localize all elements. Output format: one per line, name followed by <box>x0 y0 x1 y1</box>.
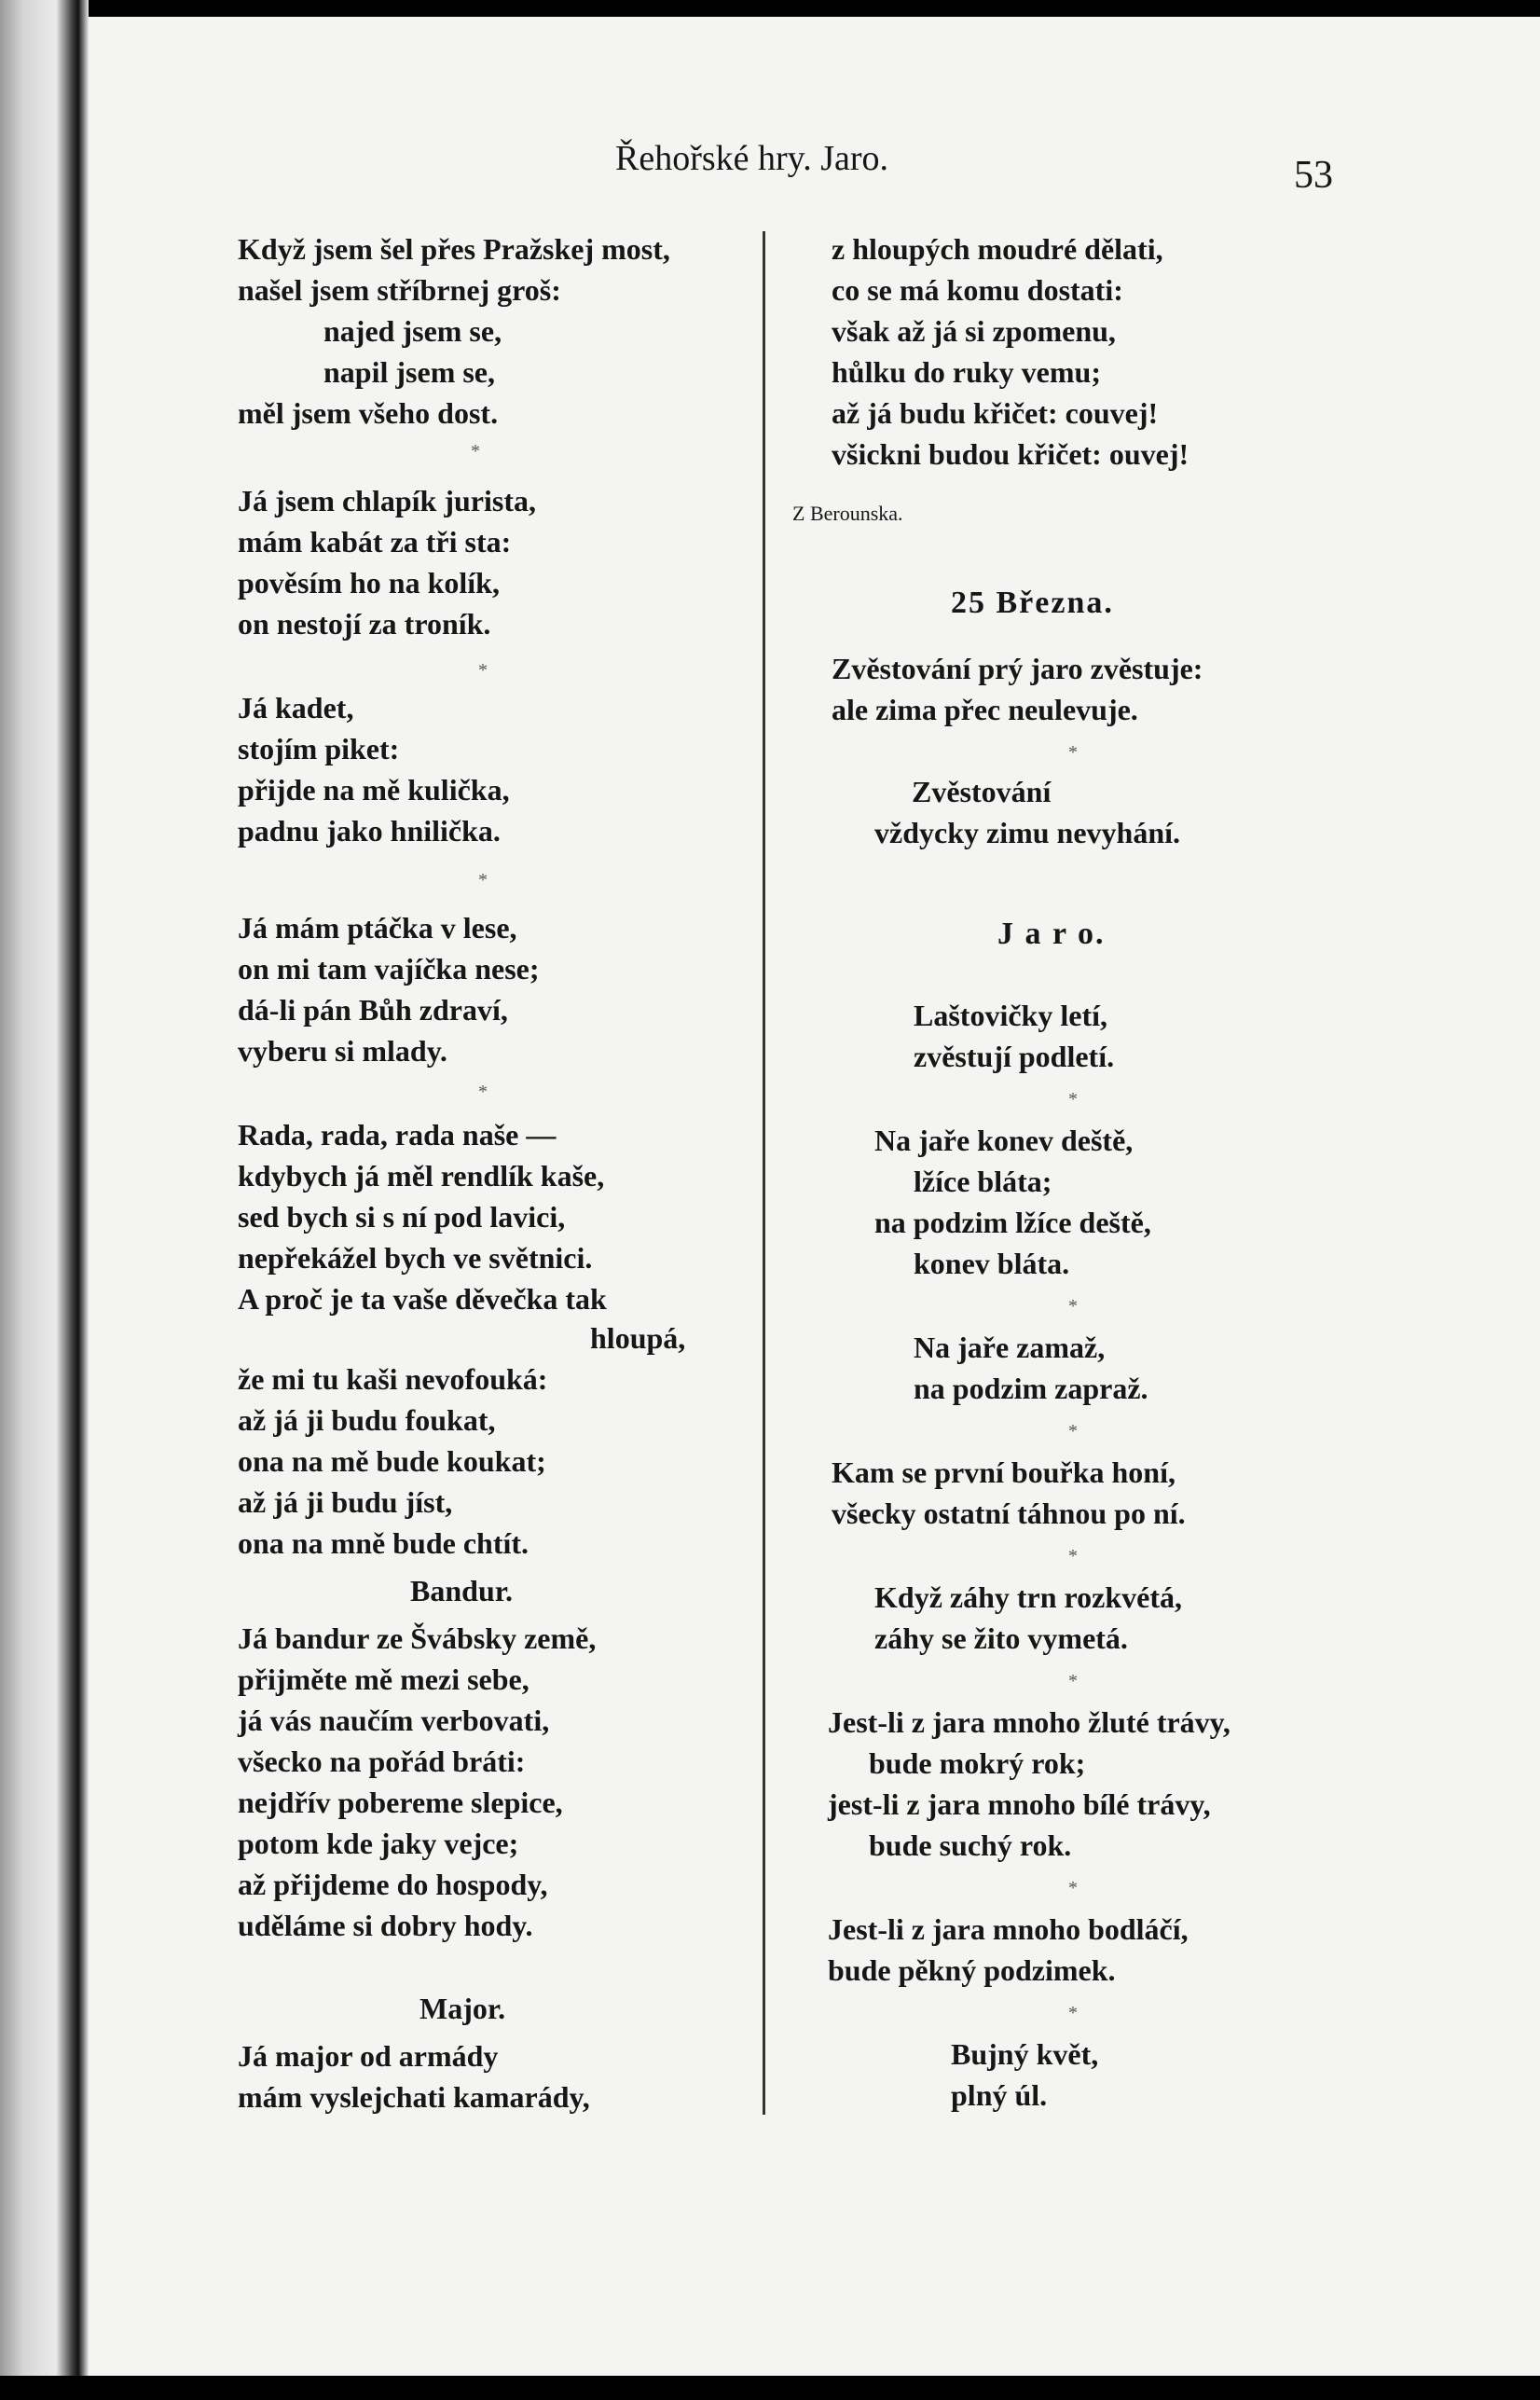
verse-line: co se má komu dostati: <box>832 273 1123 307</box>
ornament: * <box>1068 1089 1078 1110</box>
verse-line: měl jsem všeho dost. <box>238 396 499 430</box>
ornament: * <box>1068 742 1078 763</box>
ornament: * <box>1068 1296 1078 1317</box>
verse-line: přijde na mě kulička, <box>238 773 510 807</box>
ornament: * <box>478 660 488 681</box>
verse-line: lžíce bláta; <box>914 1165 1052 1198</box>
verse-line: nejdřív pobereme slepice, <box>238 1786 563 1819</box>
verse-line: mám kabát za tři sta: <box>238 525 512 559</box>
verse-line: Na jaře konev deště, <box>874 1124 1134 1157</box>
verse-line: ale zima přec neulevuje. <box>832 693 1138 726</box>
section-title: Major. <box>419 1992 506 2025</box>
verse-line: zvěstují podletí. <box>914 1040 1115 1073</box>
verse-line: stojím piket: <box>238 732 400 766</box>
verse-line: nepřekážel bych ve světnici. <box>238 1241 593 1275</box>
verse-line: přijměte mě mezi sebe, <box>238 1662 529 1696</box>
section-title: Bandur. <box>410 1574 513 1607</box>
verse-line: on mi tam vajíčka nese; <box>238 952 540 986</box>
paper <box>89 17 1540 2376</box>
verse-line: záhy se žito vymetá. <box>874 1621 1128 1655</box>
verse-line: Já mám ptáčka v lese, <box>238 911 517 945</box>
verse-line: on nestojí za troník. <box>238 607 491 641</box>
verse-line: až já ji budu foukat, <box>238 1403 496 1437</box>
verse-line: bude pěkný podzimek. <box>828 1953 1116 1987</box>
ornament: * <box>1068 1671 1078 1691</box>
verse-line: Když záhy trn rozkvétá, <box>874 1580 1183 1614</box>
source-note: Z Berounska. <box>792 502 903 525</box>
verse-line: jest-li z jara mnoho bílé trávy, <box>828 1787 1211 1821</box>
ornament: * <box>1068 2003 1078 2023</box>
verse-line: až já budu křičet: couvej! <box>832 396 1159 430</box>
verse-line: sed bych si s ní pod lavici, <box>238 1200 566 1234</box>
ornament: * <box>1068 1546 1078 1566</box>
verse-line: konev bláta. <box>914 1247 1070 1280</box>
verse-line: z hloupých moudré dělati, <box>832 232 1163 266</box>
verse-line: A proč je ta vaše děvečka tak <box>238 1282 607 1316</box>
verse-line: Jest-li z jara mnoho bodláčí, <box>828 1912 1189 1946</box>
verse-line: vždycky zimu nevyhání. <box>874 816 1181 849</box>
verse-line: hloupá, <box>590 1321 686 1355</box>
verse-line: Já major od armády <box>238 2039 499 2073</box>
scan-border-bottom <box>0 2376 1540 2400</box>
column-divider <box>763 231 765 2115</box>
verse-line: Já kadet, <box>238 691 354 724</box>
verse-line: pověsím ho na kolík, <box>238 566 500 600</box>
verse-line: Kam se první bouřka honí, <box>832 1455 1176 1489</box>
ornament: * <box>1068 1421 1078 1441</box>
verse-line: Já bandur ze Švábsky země, <box>238 1621 597 1655</box>
verse-line: kdybych já měl rendlík kaše, <box>238 1159 605 1193</box>
verse-line: všecko na pořád bráti: <box>238 1745 526 1778</box>
verse-line: našel jsem stříbrnej groš: <box>238 273 561 307</box>
verse-line: všickni budou křičet: ouvej! <box>832 437 1189 471</box>
verse-line: Já jsem chlapík jurista, <box>238 484 536 517</box>
section-heading: J a r o. <box>997 917 1106 951</box>
verse-line: že mi tu kaši nevofouká: <box>238 1362 548 1396</box>
verse-line: mám vyslejchati kamarády, <box>238 2080 590 2114</box>
verse-line: uděláme si dobry hody. <box>238 1909 533 1942</box>
verse-line: potom kde jaky vejce; <box>238 1827 519 1860</box>
verse-line: na podzim zapraž. <box>914 1372 1148 1405</box>
page-edge-left <box>0 0 89 2400</box>
verse-line: Rada, rada, rada naše — <box>238 1118 557 1152</box>
verse-line: Jest-li z jara mnoho žluté trávy, <box>828 1705 1231 1739</box>
verse-line: dá-li pán Bůh zdraví, <box>238 993 508 1027</box>
verse-line: Na jaře zamaž, <box>914 1331 1106 1364</box>
scan-border-top <box>0 0 1540 17</box>
ornament: * <box>1068 1878 1078 1898</box>
verse-line: napil jsem se, <box>323 355 495 389</box>
ornament: * <box>478 1082 488 1102</box>
verse-line: najed jsem se, <box>323 314 502 348</box>
verse-line: vyberu si mlady. <box>238 1034 447 1068</box>
verse-line: ona na mně bude chtít. <box>238 1526 529 1560</box>
verse-line: všecky ostatní táhnou po ní. <box>832 1497 1186 1530</box>
verse-line: Zvěstování <box>912 775 1052 808</box>
verse-line: Když jsem šel přes Pražskej most, <box>238 232 670 266</box>
verse-line: až já ji budu jíst, <box>238 1485 453 1519</box>
verse-line: Bujný květ, <box>951 2037 1099 2071</box>
verse-line: padnu jako hnilička. <box>238 814 501 848</box>
verse-line: bude mokrý rok; <box>869 1746 1086 1780</box>
verse-line: já vás naučím verbovati, <box>238 1703 550 1737</box>
verse-line: ona na mě bude koukat; <box>238 1444 546 1478</box>
verse-line: plný úl. <box>951 2078 1048 2112</box>
ornament: * <box>471 441 480 462</box>
section-heading: 25 Března. <box>951 586 1114 620</box>
verse-line: hůlku do ruky vemu; <box>832 355 1101 389</box>
verse-line: až přijdeme do hospody, <box>238 1868 548 1901</box>
verse-line: Zvěstování prý jaro zvěstuje: <box>832 652 1203 685</box>
verse-line: bude suchý rok. <box>869 1828 1072 1862</box>
ornament: * <box>478 870 488 890</box>
running-header: Řehořské hry. Jaro. <box>615 139 889 178</box>
verse-line: však až já si zpomenu, <box>832 314 1116 348</box>
page-number: 53 <box>1294 154 1333 197</box>
verse-line: na podzim lžíce deště, <box>874 1206 1151 1239</box>
verse-line: Laštovičky letí, <box>914 999 1107 1032</box>
